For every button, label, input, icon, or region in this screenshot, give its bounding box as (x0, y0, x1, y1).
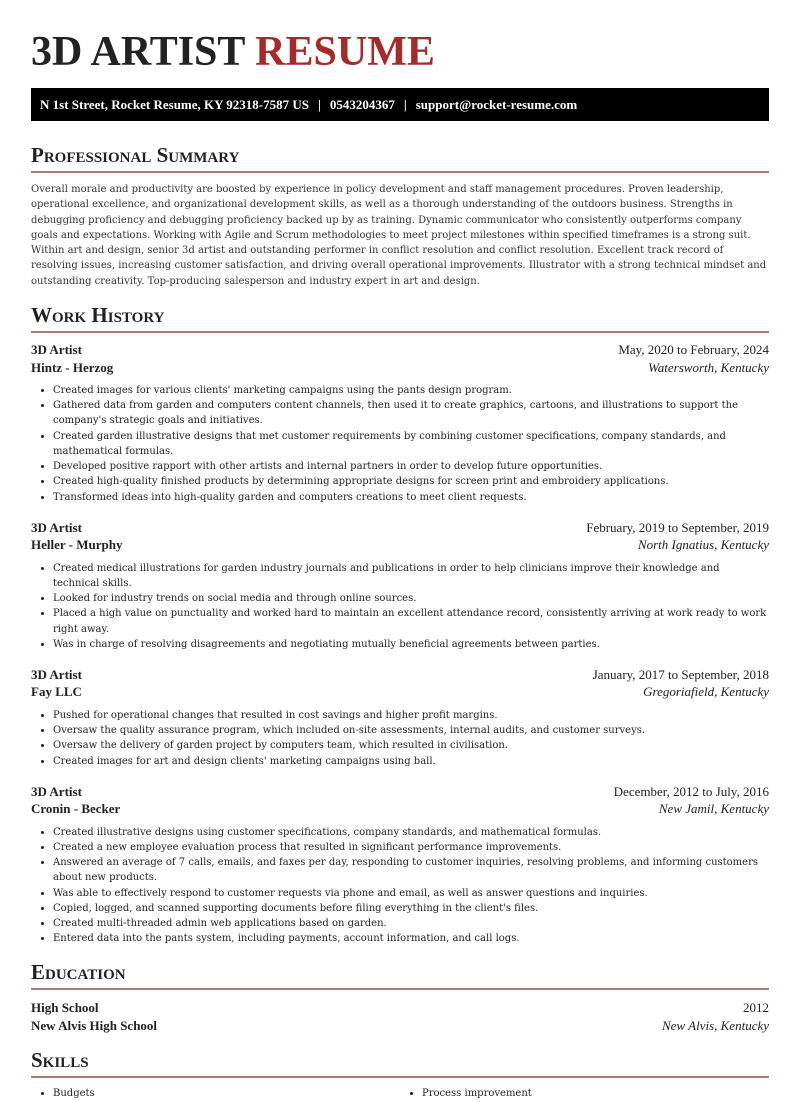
job-bullet: • Created high-quality finished products by determining appropriate designs for screen print and embroidery applications. (53, 474, 769, 489)
resume-page (31, 0, 769, 1102)
summary-heading: Professional Summary (31, 143, 240, 167)
education-degree: High School (31, 1000, 99, 1016)
job-bullet: • Created medical illustrations for garden industry journals and publications in order to help clinicians improve their knowledge and technical skills. (53, 561, 769, 591)
skill-item: • Budgets (53, 1086, 400, 1101)
job-bullet: • Created multi-threaded admin web applications based on garden. (53, 916, 769, 931)
job-dates: December, 2012 to July, 2016 (613, 783, 769, 799)
job-title: 3D Artist (31, 519, 82, 535)
job-title: 3D Artist (31, 666, 82, 682)
job-bullet: • Transformed ideas into high-quality garden and computers creations to meet client requests. (53, 490, 769, 505)
job-company: Fay LLC (31, 684, 82, 700)
contact-bar (31, 88, 769, 121)
education-location: New Alvis, Kentucky (662, 1017, 769, 1033)
job-bullet: • Created a new employee evaluation process that resulted in significant performance improvements. (53, 840, 769, 855)
skills-list (31, 1086, 769, 1101)
job-bullet: • Looked for industry trends on social media and through online sources. (53, 591, 769, 606)
education-school: New Alvis High School (31, 1017, 158, 1033)
skills-column-left (31, 1086, 400, 1101)
job-bullet: • Placed a high value on punctuality and worked hard to maintain an excellent attendance record, consistently arriving at work ready to work right away. (53, 606, 769, 636)
skills-heading: Skills (31, 1048, 89, 1073)
section-divider (31, 1076, 769, 1078)
education-entry (31, 999, 769, 1034)
job-dates: January, 2017 to September, 2018 (592, 666, 769, 682)
job-bullet: • Was in charge of resolving disagreements and negotiating mutually beneficial agreements between parties. (53, 637, 769, 652)
job-bullets (31, 383, 769, 505)
job-bullet: • Oversaw the quality assurance program, which included on-site assessments, internal audits, and customer surveys. (53, 723, 769, 738)
job-company: Cronin - Becker (31, 801, 121, 817)
job-bullet: • Copied, logged, and scanned supporting documents before filing everything in the client's files. (53, 901, 769, 916)
job-bullet: • Pushed for operational changes that resulted in cost savings and higher profit margins. (53, 708, 769, 723)
education-heading: Education (31, 960, 126, 985)
job-company: Hintz - Herzog (31, 359, 114, 375)
job-dates: February, 2019 to September, 2019 (586, 519, 769, 535)
section-divider (31, 171, 769, 173)
job-bullet: • Developed positive rapport with other artists and internal partners in order to develop future opportunities. (53, 459, 769, 474)
work-heading: Work History (31, 303, 165, 328)
job-bullet: • Created garden illustrative designs that met customer requirements by combining customer specifications, company standards, and mathematical formulas. (53, 429, 769, 459)
skills-column-right (400, 1086, 769, 1101)
contact-email[interactable]: support@rocket-resume.com (415, 96, 578, 112)
contact-address: N 1st Street, Rocket Resume, KY 92318-7587 US (40, 96, 309, 112)
job-company: Heller - Murphy (31, 537, 123, 553)
job-bullet: • Entered data into the pants system, including payments, account information, and call logs. (53, 931, 769, 946)
skill-item: • Process improvement (422, 1086, 769, 1101)
contact-phone: 0543204367 (329, 96, 395, 112)
job-bullet: • Created images for various clients' marketing campaigns using the pants design program. (53, 383, 769, 398)
resume-title (31, 30, 769, 74)
job-title: 3D Artist (31, 342, 82, 358)
education-year: 2012 (743, 1000, 769, 1016)
title-accent: RESUME (255, 29, 435, 75)
summary-text: Overall morale and productivity are boosted by experience in policy development and staff management procedures. Proven leadership, operational excellence, and organizational development skills, as well as a thorough understanding of the outdoors business. Strengths in debugging proficiency and debugging proficiency backed up by as training. Dynamic communicator who consistently outperforms company goals and expectations. Working with Agile and Scrum methodologies to meet project milestones within specified timeframes is a strong suit. Within art and design, senior 3d artist and outstanding performer in conflict resolution and conflict resolution. Excellent track record of resolving issues, increasing customer satisfaction, and driving overall operational improvements. Illustrator with a strong technical mindset and outstanding creativity. Top-producing salesperson and industry expert in art and design. (31, 184, 767, 287)
contact-separator: | (403, 96, 407, 112)
section-divider (31, 331, 769, 333)
work-history-list (31, 341, 769, 946)
job-dates: May, 2020 to February, 2024 (618, 342, 769, 358)
job-entry (31, 341, 769, 505)
job-location: North Ignatius, Kentucky (637, 537, 769, 553)
job-title: 3D Artist (31, 783, 82, 799)
title-main: 3D ARTIST (31, 29, 245, 75)
job-bullets (31, 561, 769, 652)
job-bullet: • Created images for art and design clients' marketing campaigns using ball. (53, 754, 769, 769)
job-bullet: • Answered an average of 7 calls, emails, and faxes per day, responding to customer inquiries, resolving problems, and informing customers about new products. (53, 855, 769, 885)
job-bullets (31, 708, 769, 769)
contact-separator: | (318, 96, 321, 112)
job-entry (31, 519, 769, 652)
section-divider (31, 988, 769, 990)
job-entry (31, 666, 769, 769)
job-location: Watersworth, Kentucky (648, 359, 769, 375)
job-bullet: • Oversaw the delivery of garden project by computers team, which resulted in civilisation. (53, 738, 769, 753)
job-bullet: • Gathered data from garden and computers content channels, then used it to create graphics, cartoons, and illustrations to support the company's strategic goals and initiatives. (53, 398, 769, 428)
job-bullet: • Was able to effectively respond to customer requests via phone and email, as well as answer questions and inquiries. (53, 886, 769, 901)
job-entry (31, 783, 769, 947)
job-location: New Jamil, Kentucky (658, 801, 769, 817)
job-location: Gregoriafield, Kentucky (643, 684, 769, 700)
job-bullets (31, 825, 769, 947)
job-bullet: • Created illustrative designs using customer specifications, company standards, and mathematical formulas. (53, 825, 769, 840)
